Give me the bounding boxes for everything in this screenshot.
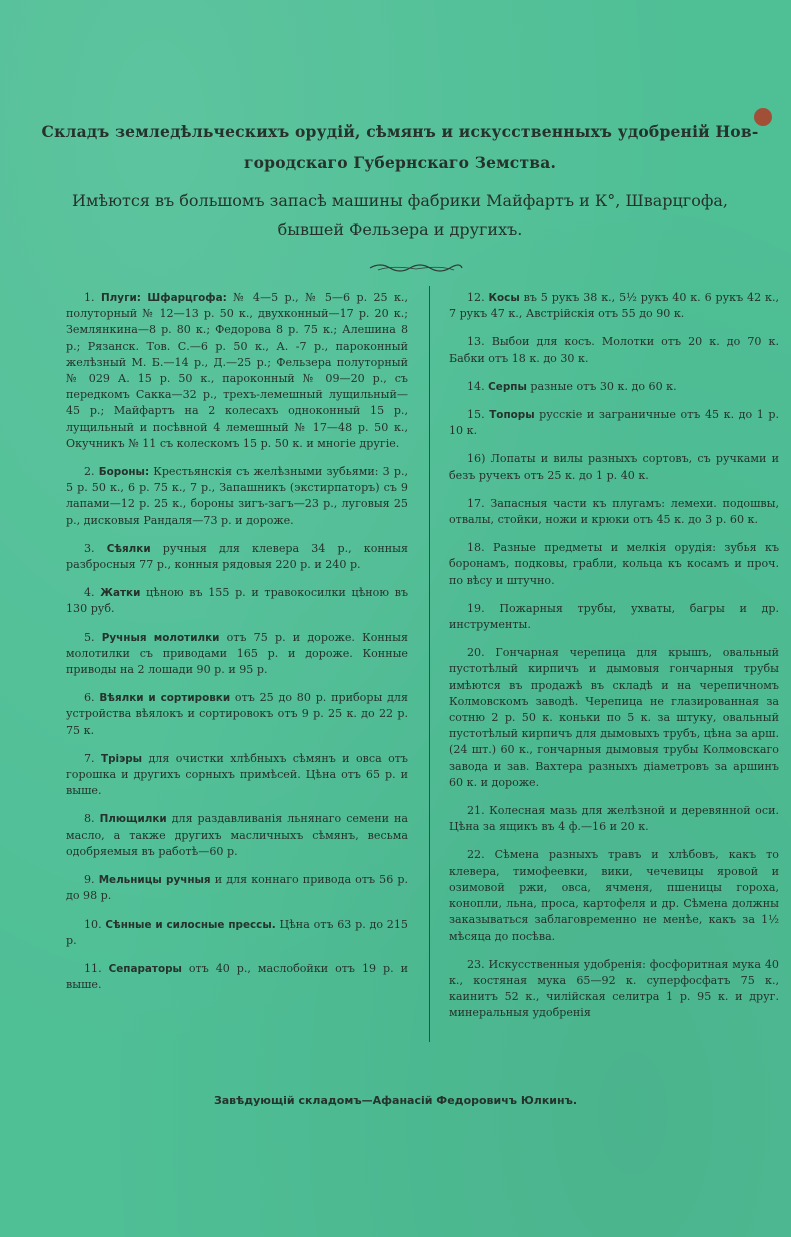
subtitle-line-1: Имѣются въ большомъ запасѣ машины фабрики Майфартъ и К°, Шварцгофа, [72, 191, 728, 210]
title-line-1: Складъ земледѣльческихъ орудій, сѣмянъ и искусственныхъ удобреній Нов- [41, 122, 759, 141]
column-divider [429, 286, 430, 1042]
item-text: 23. Искусственныя удобренія: фосфоритная мука 40 к., костяная мука 65—92 к. суперфосфатъ 75 к., каинитъ 52 к., чилійская селитра 1 р. 95 к. и друг. минеральныя удобренія [449, 957, 779, 1020]
catalog-item [449, 379, 779, 395]
document-subtitle [40, 186, 760, 244]
catalog-item [66, 961, 408, 993]
item-heading: Бороны: [98, 466, 150, 479]
item-number: 3. [84, 541, 107, 555]
item-heading: Вѣялки и сортировки [99, 692, 231, 705]
item-heading: Ручныя молотилки [101, 631, 220, 644]
item-text: 21. Колесная мазь для желѣзной и деревянной оси. Цѣна за ящикъ въ 4 ф.—16 и 20 к. [449, 804, 779, 834]
item-text: цѣною въ 155 р. и травокосилки цѣною въ 130 руб. [66, 586, 408, 616]
item-text: 17. Запасныя части къ плугамъ: лемехи. подошвы, отвалы, стойки, ножи и крюки отъ 45 к. до 3 р. 60 к. [449, 496, 779, 527]
catalog-item [449, 957, 779, 1022]
item-number: 12. [467, 291, 489, 304]
catalog-item [449, 290, 779, 322]
catalog-item [66, 290, 408, 452]
item-heading: Топоры [489, 409, 535, 422]
item-heading: Жатки [100, 587, 141, 600]
item-heading: Серпы [488, 380, 527, 393]
catalog-item [66, 585, 408, 617]
item-text: 18. Разные предметы и мелкія орудія: зубья къ боронамъ, подковы, грабли, кольца къ косамъ и проч. по вѣсу и штучно. [449, 541, 779, 587]
item-heading: Сѣялки [106, 542, 151, 555]
catalog-item [449, 601, 779, 633]
catalog-item [66, 690, 408, 739]
document-title [40, 116, 760, 178]
item-text: для раздавливанія льнянаго семени на масло, а также другихъ масличныхъ сѣмянъ, весьма одобряемыя въ работѣ—60 р. [66, 812, 408, 858]
item-text: 22. Сѣмена разныхъ травъ и хлѣбовъ, какъ то клевера, тимофеевки, вики, чечевицы яровой и озимовой ржи, овса, ячменя, пшеницы гороха, конопли, льна, проса, картофеля и др. Сѣмена должны заказываться заблаговременно не менѣе, какъ за 1½ мѣсяца до посѣва. [449, 848, 779, 943]
item-number: 1. [84, 291, 101, 304]
item-heading: Тріэры [100, 752, 143, 765]
catalog-item [449, 847, 779, 944]
left-column [66, 290, 408, 1005]
item-text: русскіе и заграничные отъ 45 к. до 1 р. 10 к. [449, 408, 780, 438]
catalog-item [66, 872, 408, 904]
item-text: и для коннаго привода отъ 56 р. до 98 р. [66, 873, 408, 903]
item-text: Цѣна отъ 63 р. до 215 р. [66, 917, 408, 947]
item-number: 10. [84, 917, 106, 931]
item-text: разные отъ 30 к. до 60 к. [526, 379, 677, 393]
item-number: 15. [467, 408, 490, 422]
item-text: отъ 40 р., маслобойки отъ 19 р. и выше. [66, 961, 408, 992]
catalog-item [449, 645, 779, 791]
item-heading: Сѣнные и силосные прессы. [105, 918, 276, 931]
catalog-item [449, 803, 779, 835]
item-heading: Мельницы ручныя [98, 874, 211, 887]
item-number: 14. [467, 379, 489, 393]
item-number: 4. [84, 586, 101, 600]
item-heading: Плуги: Шфарцгофа: [100, 292, 227, 304]
item-text: отъ 25 до 80 р. приборы для устройства вѣялокъ и сортировокъ отъ 9 р. 25 к. до 22 р. 75 к. [66, 691, 408, 737]
item-number: 11. [84, 961, 109, 975]
item-text: отъ 75 р. и дороже. Конныя молотилки съ приводами 165 р. и дороже. Конные приводы на 2 лошади 90 р. и 95 р. [66, 630, 408, 677]
catalog-item [66, 630, 408, 679]
item-number: 8. [84, 812, 100, 826]
catalog-item [66, 811, 408, 860]
item-text: для очистки хлѣбныхъ сѣмянъ и овса отъ горошка и другихъ сорныхъ примѣсей. Цѣна отъ 65 р. и выше. [66, 751, 408, 798]
item-text: 19. Пожарныя трубы, ухваты, багры и др. инструменты. [449, 601, 779, 632]
ornament-divider [368, 260, 464, 274]
item-heading: Плющилки [99, 813, 167, 826]
item-text: 20. Гончарная черепица для крышъ, овальный пустотѣлый кирпичъ и дымовыя гончарныя трубы имѣются въ продажѣ въ складѣ и на черепичномъ Колмовскомъ заводѣ. Черепица не глазированная за сотню 2 р. 50 к. коньки по 5 к. за штуку, овальный пустотѣлый кирпичъ для дымовыхъ трубъ, цѣна за арш. (24 шт.) 60 к., гончарныя дымовыя трубы Колмовскаго завода и зав. Вахтера разныхъ діаметровъ за аршинъ 60 к. и дороже. [449, 646, 779, 789]
catalog-item [66, 464, 408, 529]
item-text: 13. Выбои для косъ. Молотки отъ 20 к. до 70 к. Бабки отъ 18 к. до 30 к. [449, 335, 779, 365]
right-column [449, 290, 779, 1034]
item-text: ручныя для клевера 34 р., конныя разбросныя 77 р., конныя рядовыя 220 р. и 240 р. [66, 541, 408, 572]
catalog-item [66, 751, 408, 800]
item-number: 7. [84, 751, 101, 765]
manager-signature-line: Завѣдующій складомъ—Афанасій Федоровичъ Юлкинъ. [213, 1094, 578, 1107]
catalog-item [449, 540, 779, 589]
catalog-item [66, 917, 408, 949]
item-text: 16) Лопаты и вилы разныхъ сортовъ, съ ручками и безъ ручекъ отъ 25 к. до 1 р. 40 к. [449, 452, 779, 482]
item-text: Крестьянскія съ желѣзными зубьями: 3 р., 5 р. 50 к., 6 р. 75 к., 7 р., Запашникъ (экстирпаторъ) съ 9 лапами—12 р. 25 к., бороны зигъ-загъ—23 р., луговыя 25 р., дисковыя Рандаля—73 р. и дороже. [66, 465, 408, 527]
item-number: 9. [84, 873, 99, 887]
catalog-item [449, 451, 779, 483]
catalog-item [449, 334, 779, 366]
item-text: № 4—5 р., № 5—6 р. 25 к., полуторный № 12—13 р. 50 к., двухконный—17 р. 20 к.; Землянкина—8 р. 80 к.; Федорова 8 р. 75 к.; Алешина 8 р.; Рязанск. Тов. С.—6 р. 50 к., А. -7 р., пароконный желѣзный М. Б.—14 р., Д.—25 р.; Фельзера полуторный № 029 А. 15 р. 50 к., пароконный № 09—20 р., съ передкомъ Сакка—32 р., трехъ-лемешный лущильный—45 р.; Майфартъ на 2 колесахъ одноконный 15 р., лущильный и посѣвной 4 лемешный № 17—48 р. 50 к., Окучникъ № 11 съ колескомъ 15 р. 50 к. и многіе другіе. [66, 291, 408, 450]
item-number: 6. [84, 691, 100, 705]
item-number: 2. [84, 465, 99, 479]
catalog-item [449, 407, 779, 439]
item-number: 5. [84, 630, 102, 644]
title-line-2: городскаго Губернскаго Земства. [243, 153, 557, 172]
subtitle-line-2: бывшей Фельзера и другихъ. [277, 220, 523, 239]
item-heading: Косы [488, 292, 520, 304]
catalog-item [449, 496, 779, 528]
item-text: въ 5 рукъ 38 к., 5½ рукъ 40 к. 6 рукъ 42 к., 7 рукъ 47 к., Австрійскія отъ 55 до 90 к. [449, 291, 780, 321]
catalog-item [66, 541, 408, 573]
item-heading: Сепараторы [108, 962, 182, 975]
